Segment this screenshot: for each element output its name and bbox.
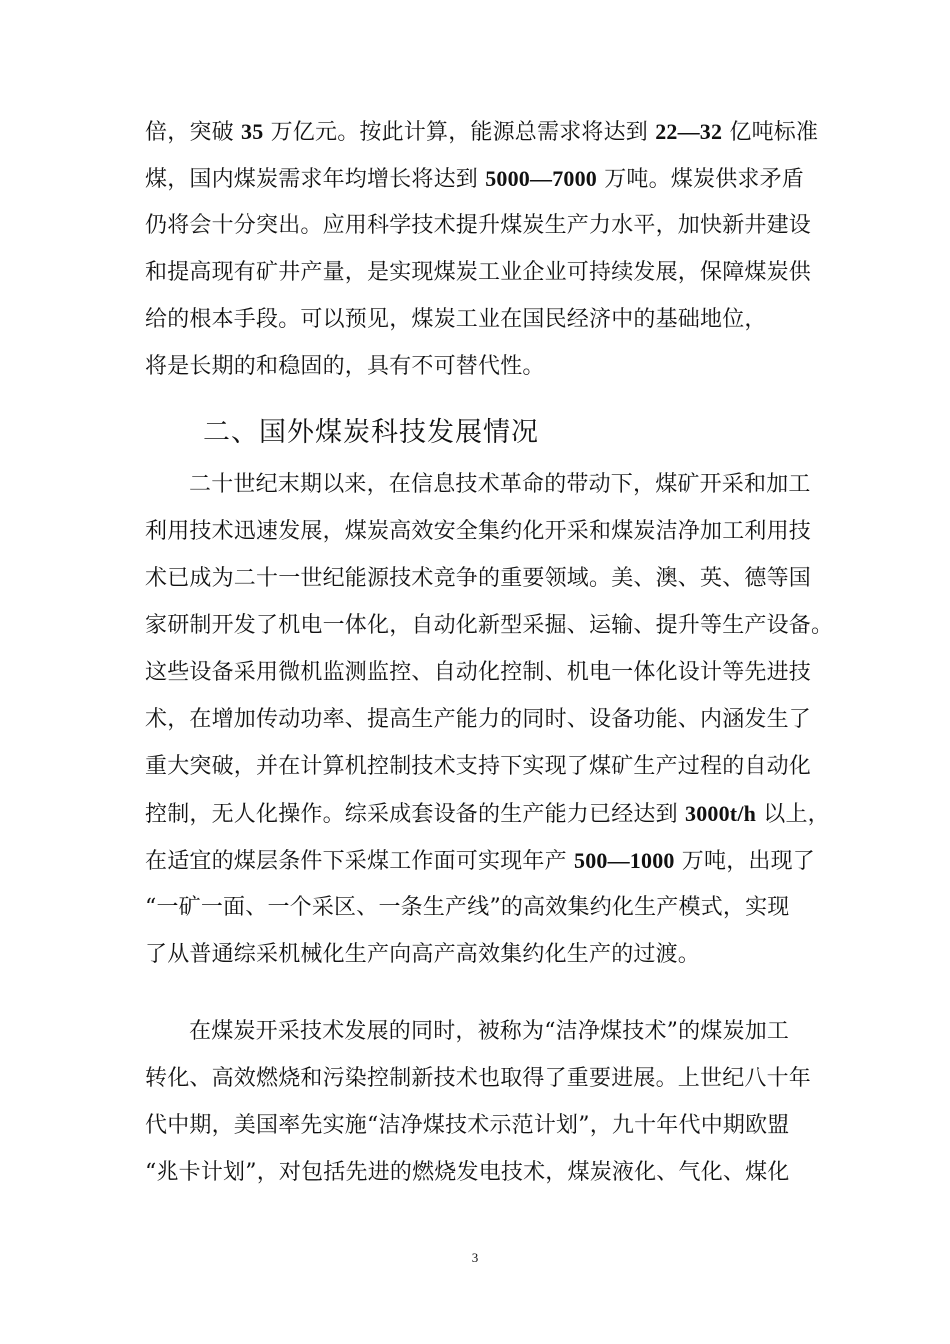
text-line: 在适宜的煤层条件下采煤工作面可实现年产 500—1000 万吨，出现了 [145,848,816,874]
text-line: 这些设备采用微机监测监控、自动化控制、机电一体化设计等先进技 [145,660,812,685]
text-line: 和提高现有矿井产量，是实现煤炭工业企业可持续发展，保障煤炭供 [145,260,812,285]
section-heading: 二、国外煤炭科技发展情况 [203,417,539,448]
section-1-continuation [145,108,819,390]
text-line: 给的根本手段。可以预见，煤炭工业在国民经济中的基础地位， [145,307,767,332]
text-line: 术，在增加传动功率、提高生产能力的同时、设备功能、内涵发生了 [145,707,812,732]
text-line: 在煤炭开采技术发展的同时，被称为“洁净煤技术”的煤炭加工 [189,1019,790,1044]
text-line: 转化、高效燃烧和污染控制新技术也取得了重要进展。上世纪八十年 [145,1066,812,1091]
text-line: 家研制开发了机电一体化，自动化新型采掘、运输、提升等生产设备。 [145,613,834,638]
text-line: 了从普通综采机械化生产向高产高效集约化生产的过渡。 [145,942,701,967]
text-line: 煤，国内煤炭需求年均增长将达到 5000—7000 万吨。煤炭供求矛盾 [145,166,805,192]
text-line: 仍将会十分突出。应用科学技术提升煤炭生产力水平，加快新井建设 [145,213,812,238]
text-line: “一矿一面、一个采区、一条生产线”的高效集约化生产模式，实现 [145,895,790,920]
paragraph-2 [145,1008,812,1196]
text-line: 术已成为二十一世纪能源技术竞争的重要领域。美、澳、英、德等国 [145,566,812,591]
text-line: 重大突破，并在计算机控制技术支持下实现了煤矿生产过程的自动化 [145,754,812,779]
text-line: 将是长期的和稳固的，具有不可替代性。 [145,354,545,379]
text-line: 倍，突破 35 万亿元。按此计算，能源总需求将达到 22—32 亿吨标准 [145,119,819,145]
page-number: 3 [471,1250,479,1265]
text-line: “兆卡计划”，对包括先进的燃烧发电技术，煤炭液化、气化、煤化 [145,1160,790,1185]
text-line: 利用技术迅速发展，煤炭高效安全集约化开采和煤炭洁净加工利用技 [145,519,812,544]
paragraph-1 [145,461,834,978]
text-line: 代中期，美国率先实施“洁净煤技术示范计划”，九十年代中期欧盟 [145,1113,790,1138]
text-line: 控制，无人化操作。综采成套设备的生产能力已经达到 3000t/h 以上， [145,801,830,827]
text-line: 二十世纪末期以来，在信息技术革命的带动下，煤矿开采和加工 [189,472,811,497]
